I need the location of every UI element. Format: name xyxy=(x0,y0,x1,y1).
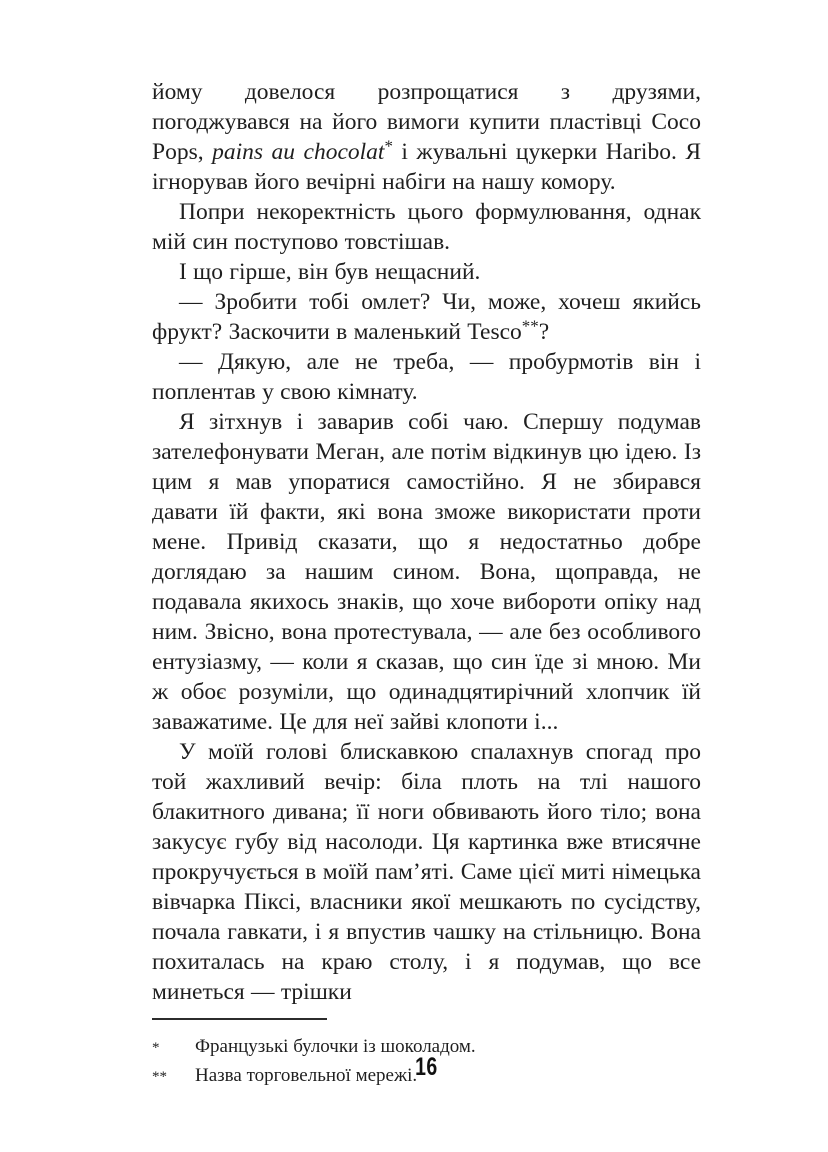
text-segment: Попри некоректність цього формулювання, однак мій син поступово товстішав. xyxy=(152,199,701,255)
footnote-divider xyxy=(152,1018,327,1020)
text-segment: Я зітхнув і заварив собі чаю. Спершу подумав зателефонувати Меган, але потім відкинув цю ідею. Із цим я мав упоратися самостійно. Я не збирався давати їй факти, які вона зможе використати проти мене. Привід сказати, що я недостатньо добре доглядаю за нашим сином. Вона, щоправда, не подавала якихось знаків, що хоче вибороти опіку над ним. Звісно, вона протестувала, — але без особливого ентузіазму, — коли я сказав, що син їде зі мною. Ми ж обоє розуміли, що одинадцятирічний хлопчик їй заважатиме. Це для неї зайві клопоти і... xyxy=(152,409,701,735)
text-segment: і жувальні цукерки Haribo. Я ігнорував його вечірні набіги на нашу комору. xyxy=(152,139,701,195)
paragraph xyxy=(152,737,701,1007)
paragraph xyxy=(152,197,701,257)
footnote-marker: ** xyxy=(152,1069,167,1085)
page-number xyxy=(152,1053,701,1082)
paragraph xyxy=(152,257,701,287)
text-segment: — Зробити тобі омлет? Чи, може, хочеш якийсь фрукт? Заскочити в маленький Tesco xyxy=(152,289,701,345)
paragraph xyxy=(152,77,701,197)
footnote-text: Французькі булочки із шоколадом. xyxy=(195,1036,476,1057)
text-column xyxy=(152,77,701,1091)
footnote-marker: * xyxy=(152,1040,160,1056)
footnote-reference-mark: ** xyxy=(521,316,539,336)
italic-phrase: pains au chocolat xyxy=(212,139,385,165)
body-text xyxy=(152,77,701,1007)
paragraph xyxy=(152,407,701,737)
footnote-text: Назва торговельної мережі. xyxy=(195,1065,418,1086)
text-segment: йому довелося розпрощатися з друзями, погоджувався на його вимоги купити пластівці Coco Pops, xyxy=(152,79,701,165)
paragraph xyxy=(152,287,701,347)
page-number-value: 16 xyxy=(415,1053,438,1081)
text-segment: У моїй голові блискавкою спалахнув спогад про той жахливий вечір: біла плоть на тлі нашого блакитного дивана; її ноги обвивають його тіло; вона закусує губу від насолоди. Ця картинка вже втисячне прокручується в моїй пам’яті. Саме цієї миті німецька вівчарка Піксі, власники якої мешкають по сусідству, почала гавкати, і я впустив чашку на стільницю. Вона похиталась на краю столу, і я подумав, що все минеться — трішки xyxy=(152,739,701,1005)
text-segment: — Дякую, але не треба, — пробурмотів він і поплентав у свою кімнату. xyxy=(152,349,701,405)
text-segment: І що гірше, він був нещасний. xyxy=(179,259,481,285)
footnote-reference-mark: * xyxy=(384,136,393,156)
paragraph xyxy=(152,347,701,407)
text-segment: ? xyxy=(538,319,550,345)
